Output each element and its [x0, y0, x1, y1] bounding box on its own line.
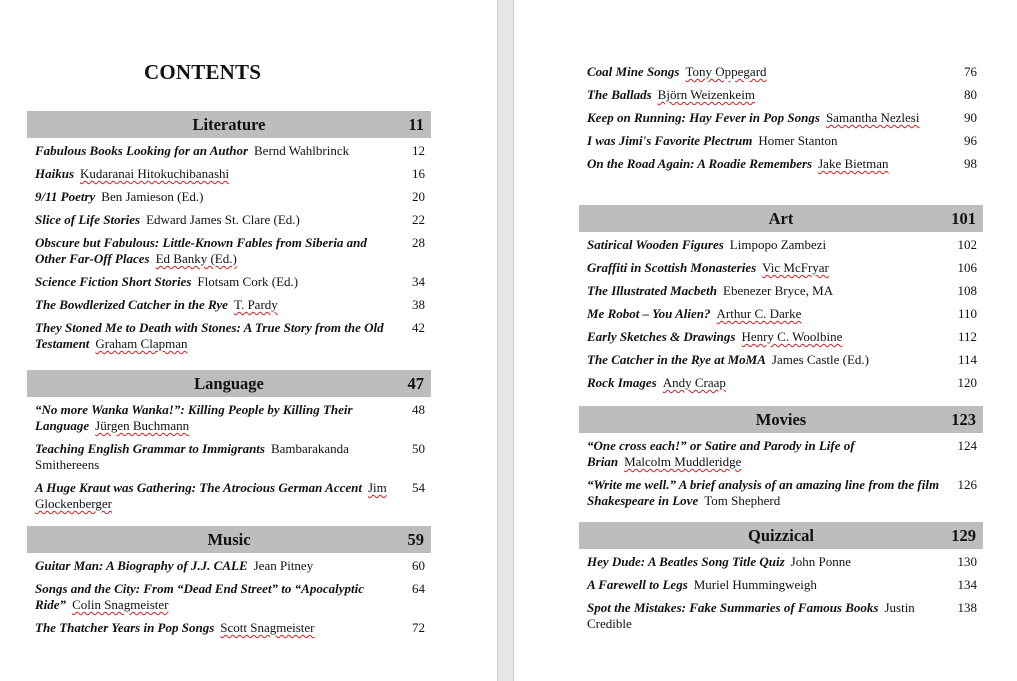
entry-page: 120 [957, 375, 977, 390]
entry-title: Haikus [35, 166, 75, 181]
entry-page: 114 [957, 352, 977, 367]
entry-page: 80 [964, 87, 977, 102]
toc-entry[interactable] [35, 402, 431, 434]
toc-entry[interactable] [587, 352, 983, 368]
entry-page: 96 [964, 133, 977, 148]
contents-title: CONTENTS [144, 60, 262, 84]
page-right [514, 0, 1017, 681]
section-header [27, 526, 431, 553]
entry-title: Hey Dude: A Beatles Song Title Quiz [587, 554, 785, 569]
entry-title: Science Fiction Short Stories [35, 274, 192, 289]
entry-page: 60 [412, 558, 425, 573]
entry-author: Samantha Nezlesi [825, 110, 920, 125]
entry-title: A Huge Kraut was Gathering: The Atrocious German Accent [35, 480, 362, 495]
toc-entry[interactable] [587, 600, 983, 632]
section-quizzical [579, 522, 983, 632]
section-page: 47 [407, 374, 424, 393]
toc-entry[interactable] [587, 110, 983, 126]
toc-entry[interactable] [35, 235, 431, 267]
section-header [27, 370, 431, 397]
entry-page: 64 [412, 581, 425, 596]
entry-author: Tony Oppegard [685, 64, 767, 79]
toc-entry[interactable] [587, 133, 983, 149]
entry-author: James Castle (Ed.) [771, 352, 870, 367]
entry-title: Songs and the City: From “Dead End Street” to “Apocalyptic Ride” [35, 581, 364, 612]
toc-entry[interactable] [587, 477, 983, 509]
entry-author: Henry C. Woolbine [741, 329, 843, 344]
entry-author: Bambarakanda Smithereens [35, 441, 349, 472]
entry-page: 110 [957, 306, 977, 321]
section-literature [27, 111, 431, 352]
section-music [27, 526, 431, 636]
section-header [27, 111, 431, 138]
toc-entry[interactable] [587, 375, 983, 391]
entry-author: Bernd Wahlbrinck [254, 143, 350, 158]
entry-author: Edward James St. Clare (Ed.) [146, 212, 300, 227]
entry-author: T. Pardy [233, 297, 278, 312]
entry-author: Ebenezer Bryce, MA [723, 283, 834, 298]
toc-entry[interactable] [35, 320, 431, 352]
entry-page: 34 [412, 274, 425, 289]
section-name: Art [768, 209, 794, 228]
toc-entry[interactable] [35, 166, 431, 182]
entry-page: 38 [412, 297, 425, 312]
entry-title: The Catcher in the Rye at MoMA [587, 352, 766, 367]
entry-title: 9/11 Poetry [35, 189, 96, 204]
entry-title: Graffiti in Scottish Monasteries [587, 260, 757, 275]
section-name: Movies [755, 410, 807, 429]
entry-page: 50 [412, 441, 425, 456]
section-movies [579, 406, 983, 509]
toc-entry[interactable] [35, 620, 431, 636]
entry-title: “One cross each!” or Satire and Parody in Life of Brian [587, 438, 855, 469]
entry-page: 72 [412, 620, 425, 635]
entry-title: Obscure but Fabulous: Little-Known Fables from Siberia and Other Far-Off Places [35, 235, 367, 266]
entry-title: Guitar Man: A Biography of J.J. CALE [35, 558, 248, 573]
toc-entry[interactable] [587, 577, 983, 593]
entry-title: They Stoned Me to Death with Stones: A True Story from the Old Testament [35, 320, 384, 351]
entry-author: Homer Stanton [758, 133, 838, 148]
entry-title: Spot the Mistakes: Fake Summaries of Famous Books [587, 600, 879, 615]
entry-author: Arthur C. Darke [716, 306, 802, 321]
toc-entry[interactable] [587, 306, 983, 322]
entry-title: Teaching English Grammar to Immigrants [35, 441, 265, 456]
entry-author: Jim Glockenberger [35, 480, 387, 511]
section-name: Language [194, 374, 264, 393]
entry-page: 138 [957, 600, 977, 615]
entry-title: Coal Mine Songs [587, 64, 680, 79]
toc-entry[interactable] [35, 480, 431, 512]
section-name: Literature [192, 115, 266, 134]
entry-page: 16 [412, 166, 425, 181]
entry-title: Keep on Running: Hay Fever in Pop Songs [587, 110, 820, 125]
toc-entry[interactable] [35, 212, 431, 228]
entry-page: 102 [957, 237, 977, 252]
entry-author: Jean Pitney [253, 558, 314, 573]
entry-author: Jürgen Buchmann [95, 418, 190, 433]
entry-title: The Thatcher Years in Pop Songs [35, 620, 215, 635]
entry-title: Early Sketches & Drawings [587, 329, 736, 344]
toc-entry[interactable] [35, 297, 431, 313]
entry-title: The Bowdlerized Catcher in the Rye [35, 297, 228, 312]
entry-author: Muriel Hummingweigh [693, 577, 817, 592]
entry-title: Slice of Life Stories [35, 212, 141, 227]
toc-entry[interactable] [587, 260, 983, 276]
entry-title: Satirical Wooden Figures [587, 237, 724, 252]
section-language [27, 370, 431, 512]
toc-entry[interactable] [587, 283, 983, 299]
page-left [0, 0, 497, 681]
entry-page: 42 [412, 320, 425, 335]
toc-entry[interactable] [587, 156, 983, 172]
entry-page: 108 [957, 283, 977, 298]
entry-title: Me Robot – You Alien? [587, 306, 711, 321]
entry-page: 106 [957, 260, 977, 275]
toc-entry[interactable] [35, 558, 431, 574]
section-header [579, 205, 983, 232]
toc-entry[interactable] [587, 87, 983, 103]
entry-author: Tom Shepherd [704, 493, 781, 508]
section-art [579, 205, 983, 391]
entry-title: I was Jimi's Favorite Plectrum [587, 133, 753, 148]
entry-page: 124 [957, 438, 977, 453]
page-gutter [497, 0, 514, 681]
toc-entry[interactable] [587, 438, 983, 470]
entry-page: 90 [964, 110, 977, 125]
entry-page: 48 [412, 402, 425, 417]
entry-title: A Farewell to Legs [587, 577, 688, 592]
entry-page: 98 [964, 156, 977, 171]
entry-author: Ed Banky (Ed.) [155, 251, 237, 266]
entry-page: 126 [957, 477, 977, 492]
entry-page: 22 [412, 212, 425, 227]
entry-author: Limpopo Zambezi [729, 237, 827, 252]
entry-title: “No more Wanka Wanka!”: Killing People by Killing Their Language [35, 402, 353, 433]
entry-author: Scott Snagmeister [220, 620, 315, 635]
entry-page: 54 [412, 480, 425, 495]
entry-page: 20 [412, 189, 425, 204]
entry-author: Justin Credible [587, 600, 915, 631]
entry-author: Jake Bietman [818, 156, 889, 171]
entry-author: Vic McFryar [762, 260, 829, 275]
toc-entry[interactable] [35, 189, 431, 205]
toc-entry[interactable] [587, 554, 983, 570]
toc-entry[interactable] [587, 64, 983, 80]
section-name: Quizzical [748, 526, 814, 545]
entry-title: “Write me well.” A brief analysis of an amazing line from the film Shakespeare in Love [587, 477, 940, 508]
toc-entry[interactable] [587, 237, 983, 253]
entry-page: 12 [412, 143, 425, 158]
toc-entry[interactable] [587, 329, 983, 345]
section-page: 129 [951, 526, 976, 545]
section-page: 101 [951, 209, 976, 228]
entry-page: 76 [964, 64, 977, 79]
entry-author: Andy Craap [662, 375, 726, 390]
entry-title: Fabulous Books Looking for an Author [35, 143, 249, 158]
toc-entry[interactable] [35, 581, 431, 613]
entry-page: 28 [412, 235, 425, 250]
entry-page: 130 [957, 554, 977, 569]
entry-title: Rock Images [587, 375, 657, 390]
entry-author: Colin Snagmeister [72, 597, 169, 612]
entry-author: Flotsam Cork (Ed.) [197, 274, 299, 289]
toc-entry[interactable] [35, 274, 431, 290]
entry-author: Kudaranai Hitokuchibanashi [80, 166, 230, 181]
section-page: 59 [407, 530, 424, 549]
toc-entry[interactable] [35, 441, 431, 473]
entry-page: 134 [957, 577, 977, 592]
section-page: 11 [408, 115, 424, 134]
entry-title: The Ballads [587, 87, 652, 102]
entry-page: 112 [957, 329, 977, 344]
entry-author: Ben Jamieson (Ed.) [101, 189, 204, 204]
entry-author: Björn Weizenkeim [657, 87, 755, 102]
toc-entry[interactable] [35, 143, 431, 159]
section-music-continued [579, 59, 983, 172]
entry-title: On the Road Again: A Roadie Remembers [587, 156, 813, 171]
section-page: 123 [951, 410, 976, 429]
entry-author: Malcolm Muddleridge [624, 454, 742, 469]
entry-title: The Illustrated Macbeth [587, 283, 718, 298]
entry-author: John Ponne [790, 554, 851, 569]
section-name: Music [207, 530, 251, 549]
section-header [579, 406, 983, 433]
entry-author: Graham Clapman [95, 336, 188, 351]
section-header [579, 522, 983, 549]
